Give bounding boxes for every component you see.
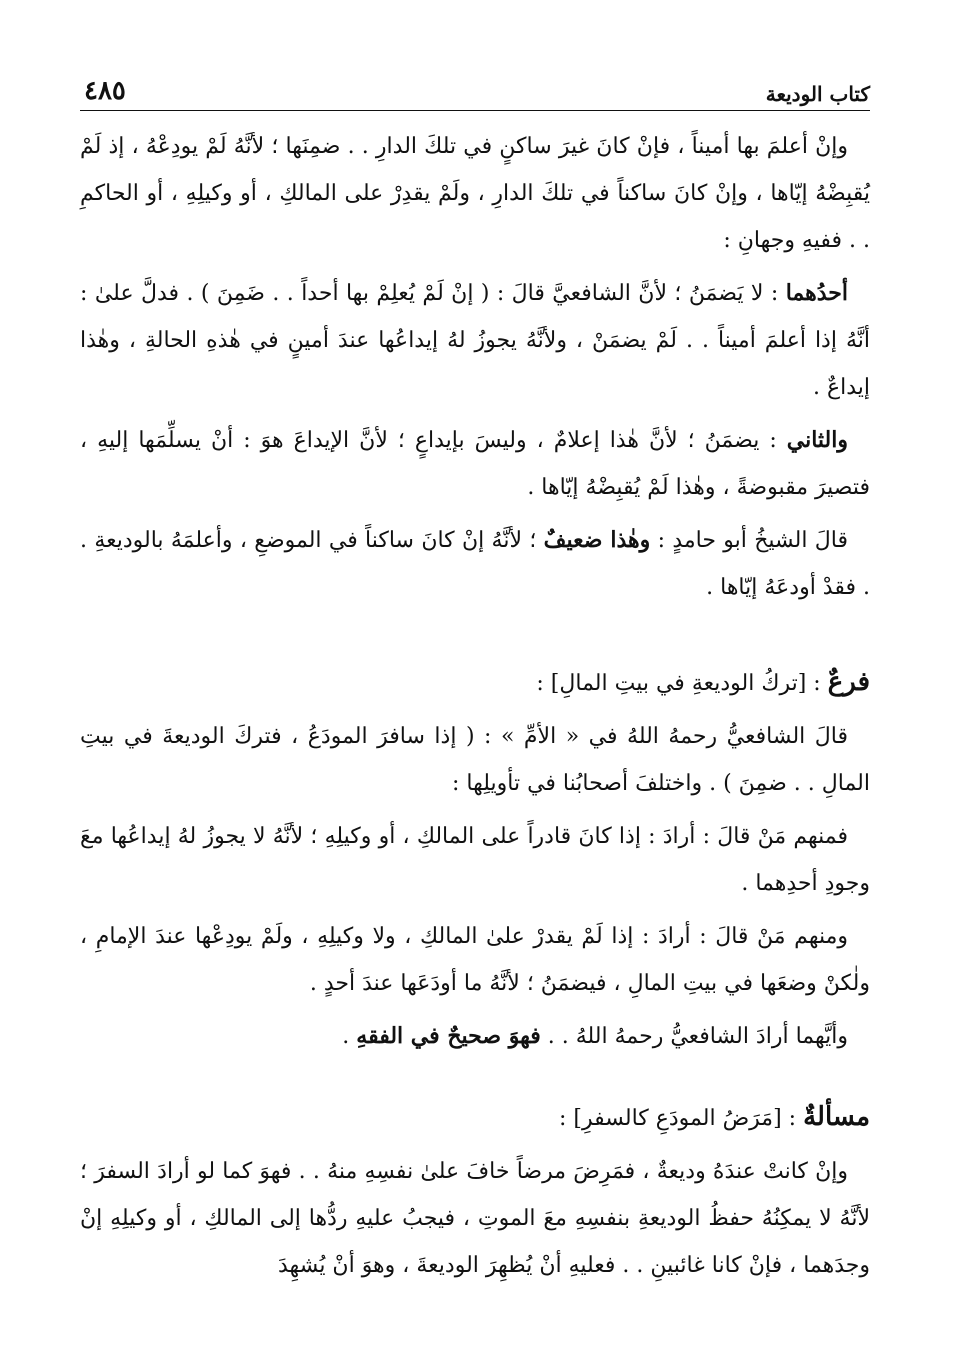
page-number: ٤٨٥ (84, 76, 126, 106)
paragraph-lead: أحدُهما (785, 280, 848, 306)
section-title: : [تركُ الوديعةِ في بيتِ المالِ] : (536, 671, 821, 696)
paragraph: وإنْ أعلمَ بها أميناً ، فإنْ كانَ غيرَ ساكنٍ في تلكَ الدارِ . . ضمِنَها ؛ لأنَّهُ لَمْ يودِعْهُ ، إذ لَمْ يُقبِضْهُ إيّاها ، وإنْ كانَ ساكناً في تلكَ الدارِ ، ولَمْ يقدِرْ على المالكِ ، أو وكيلِهِ ، أو الحاكمِ . . ففيهِ وجهانِ : (80, 134, 870, 253)
book-page (80, 70, 870, 1295)
paragraph: وإنْ كانتْ عندَهُ وديعةٌ ، فمَرِضَ مرضاً خافَ علىٰ نفسِهِ منهُ . . فهوَ كما لو أرادَ السفرَ ؛ لأنَّهُ لا يمكِنُهُ حفظُ الوديعةِ بنفسِهِ معَ الموتِ ، فيجبُ عليهِ ردُّها إلى المالكِ ، أو وكيلِهِ إنْ وجدَهما ، فإنْ كانا غائبينِ . . فعليهِ أنْ يُظهِرَ الوديعةَ ، وهوَ أنْ يُشهِدَ (80, 1159, 870, 1278)
paragraph-lead: والثاني (786, 427, 848, 453)
paragraph: قالَ الشافعيُّ رحمهُ اللهُ في « الأمِّ » : ( إذا سافرَ المودَعُ ، فتركَ الوديعةَ في بيتِ المالِ . . ضمِنَ ) . واختلفَ أصحابُنا في تأويلِها : (80, 724, 870, 796)
paragraph: وأيَّهما أرادَ الشافعيُّ رحمهُ اللهُ . . فهوَ صحيحٌ في الفقهِ . (342, 1023, 848, 1049)
section-label: مسألةٌ (803, 1102, 870, 1132)
emphasis: فهوَ صحيحٌ في الفقهِ (356, 1023, 541, 1049)
section-heading (80, 659, 870, 707)
paragraph: ومنهم مَنْ قالَ : أرادَ : إذا لَمْ يقدرْ علىٰ المالكِ ، ولا وكيلِهِ ، ولَمْ يودِعْها عندَ الإمامِ ، ولٰكنْ وضعَها في بيتِ المالِ ، فيضمَنُ ؛ لأنَّهُ ما أودَعَها عندَ أحدٍ . (80, 924, 870, 996)
paragraph: قالَ الشيخُ أبو حامدٍ : وهٰذا ضعيفٌ ؛ لأنَّهُ إنْ كانَ ساكناً في الموضعِ ، وأعلمَهُ بالوديعةِ . . فقدْ أودعَهُ إيّاها . (80, 527, 870, 600)
section-title: : [مَرَضُ المودَعِ كالسفرِ] : (559, 1106, 797, 1131)
paragraph: أحدُهما : لا يَضمَنُ ؛ لأنَّ الشافعيَّ قالَ : ( إنْ لَمْ يُعلِمْ بها أحداً . . ضَمِنَ ) . فدلَّ علىٰ : أنَّهُ إذا أعلمَ أميناً . . لَمْ يضمَنْ ، ولأنَّهُ يجوزُ لهُ إيداعُها عندَ أمينٍ في هٰذهِ الحالةِ ، وهٰذا إيداعٌ . (80, 280, 870, 400)
emphasis: وهٰذا ضعيفٌ (543, 527, 651, 553)
paragraph: فمنهم مَنْ قالَ : أرادَ : إذا كانَ قادراً على المالكِ ، أو وكيلِهِ ؛ لأنَّهُ لا يجوزُ لهُ إيداعُها معَ وجودِ أحدِهما . (80, 824, 870, 896)
page-header (80, 70, 870, 111)
running-title: كتاب الوديعة (765, 82, 870, 106)
section-heading (80, 1094, 870, 1142)
page-body (80, 123, 870, 1289)
paragraph: والثاني : يضمَنُ ؛ لأنَّ هٰذا إعلامٌ ، وليسَ بإيداعٍ ؛ لأنَّ الإيداعَ هوَ : أنْ يسلِّمَها إليهِ ، فتصيرَ مقبوضةً ، وهٰذا لَمْ يُقبِضْهُ إيّاها . (80, 427, 870, 500)
section-label: فرعٌ (827, 667, 870, 697)
